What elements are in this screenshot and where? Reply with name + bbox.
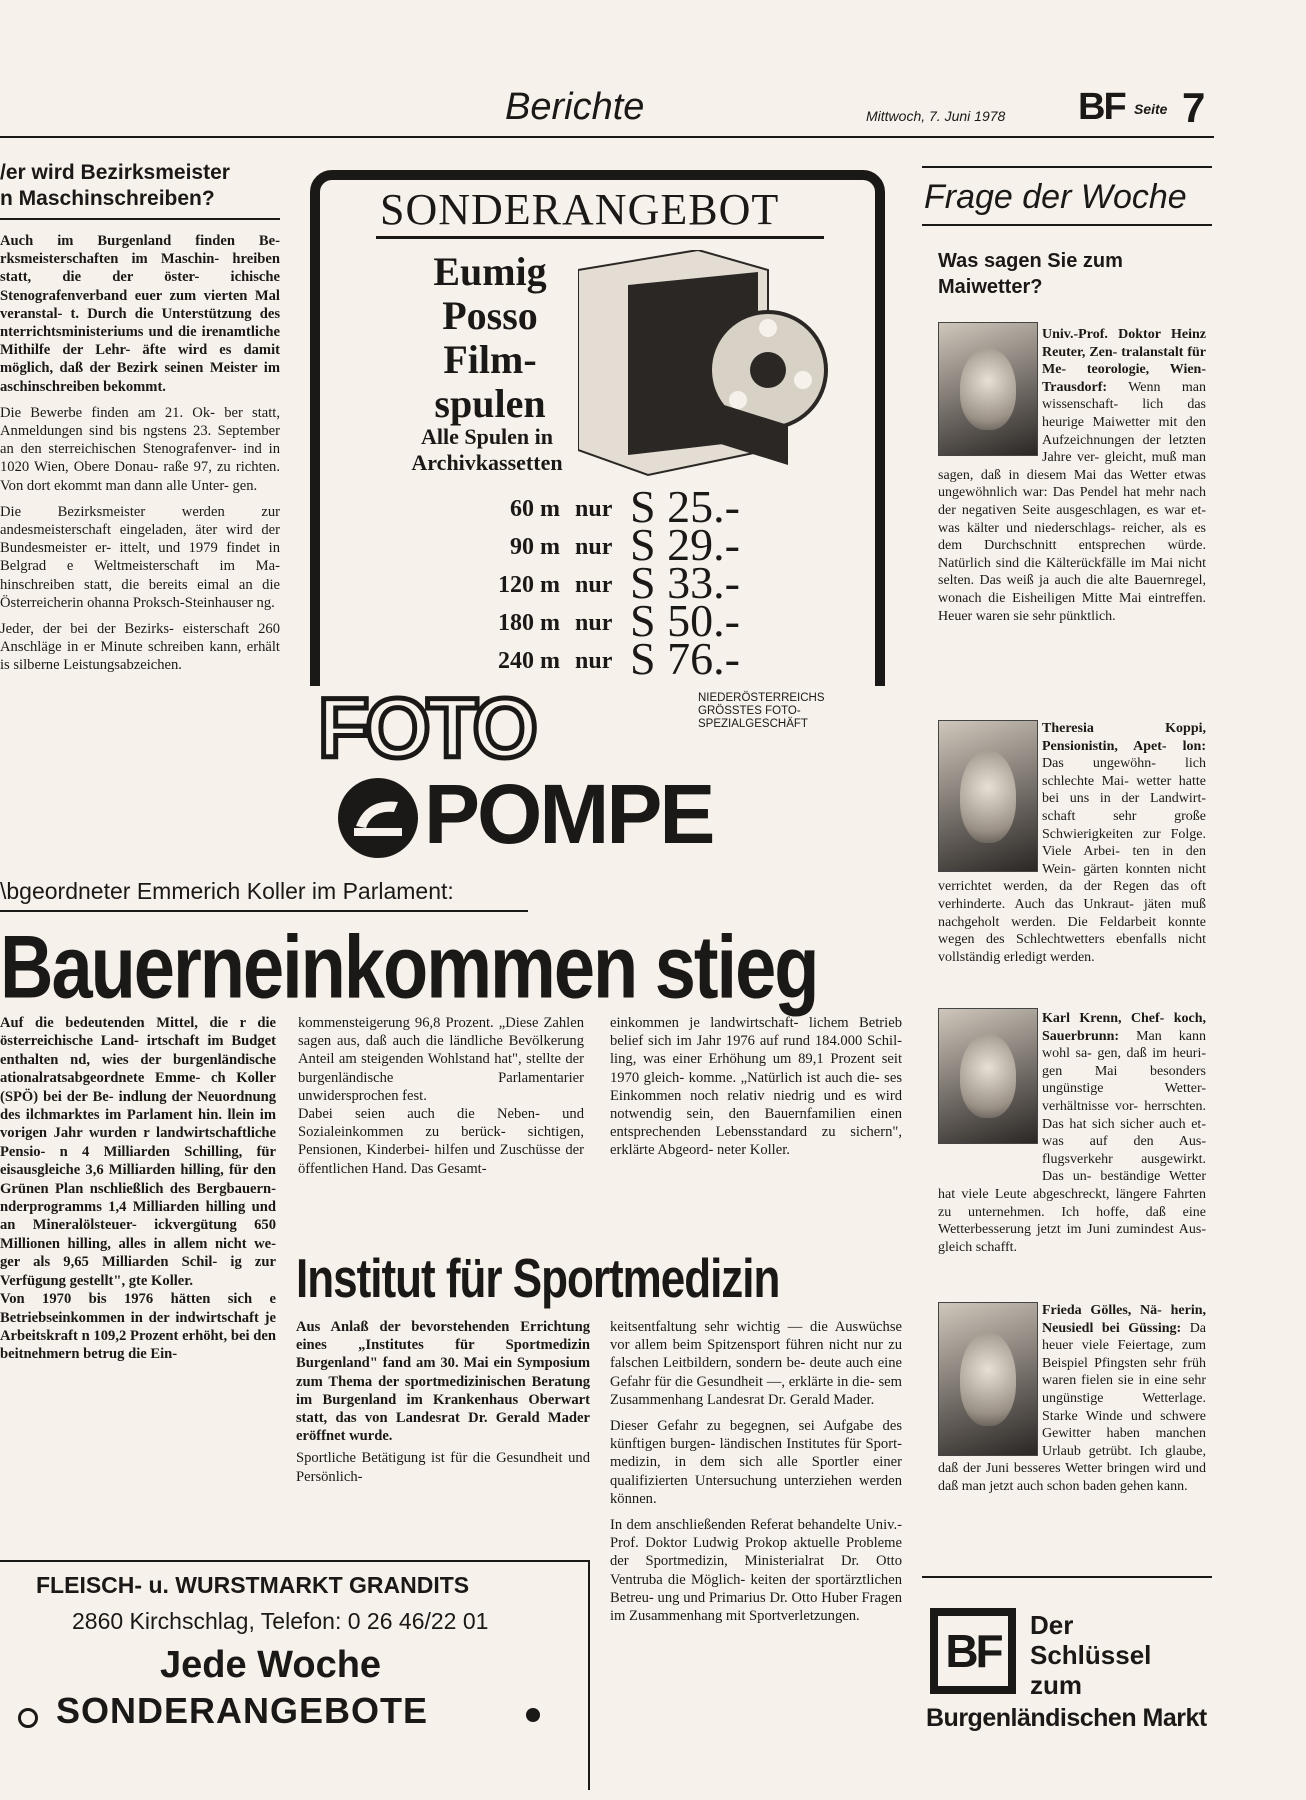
foto-ad-tagline-line: GRÖSSTES FOTO- bbox=[698, 705, 801, 717]
foto-logo-word: FOTO bbox=[318, 681, 534, 775]
page-label: Seite bbox=[1134, 101, 1168, 117]
fleisch-ad-line2: 2860 Kirchschlag, Telefon: 0 26 46/22 01 bbox=[72, 1608, 489, 1634]
fleisch-ad-line1: FLEISCH- u. WURSTMARKT GRANDITS bbox=[36, 1572, 470, 1598]
bauern-kicker: \bgeordneter Emmerich Koller im Parlament: bbox=[0, 878, 454, 904]
answer-text: Wenn man wissenschaft- lich das heurige Maiwetter mit den Aufzeichnungen der letzten Jahre ver- gleicht, muß man sagen, daß in diesem Mai das Wetter etwas ungewöhnlich war: Das Pendel hat mehr nach der negativen Seite ausgeschlagen, es war et- was kälter und niederschlags- reicher, als es dem Durchschnitt entsprechen würde. Natürlich sind die Kälterückfälle im Mai nicht selten. Das weiß ja auch die alte Bauernregel, wonach die Eisheiligen Mitte Mai eintreffen. Heuer waren sie sehr pünktlich. bbox=[938, 379, 1206, 624]
price-value: S 29.- bbox=[630, 519, 740, 570]
article-left-paragraph: Jeder, der bei der Bezirks- eisterschaft 260 Anschläge in er Minute schreiben kann, erhält is silberne Leistungsabzeichen. bbox=[0, 621, 280, 674]
foto-ad-product-line: Eumig bbox=[433, 249, 547, 294]
sport-paragraph: keitsentfaltung sehr wichtig — die Auswüchse vor allem beim Spitzensport führen nicht nur zu falschen Leitbildern, sondern be- deute auch eine Gefahr für die Gesundheit —, erklärte in die- sem Zusammenhang Landesrat Dr. Gerald Mader. bbox=[610, 1319, 902, 1408]
answer-name: Theresia Koppi, Pensionistin, Apet- lon: bbox=[1042, 721, 1206, 754]
price-value: S 25.- bbox=[630, 481, 740, 532]
frage-top-rule bbox=[922, 166, 1212, 168]
article-left-lead: Auch im Burgenland finden Be- rksmeisterschaften im Maschin- hreiben statt, die der öster- ichische Stenografenverband euer zum vierten Mal veranstal- t. Durch die Unterstützung des nterrichtsministeriums und die irenamtliche Mithilfe der Lehr- äfte wird es damit möglich, daß der Bezirk seinen Meister im aschinschreiben bekommt. bbox=[0, 233, 280, 395]
brand-logo: BF bbox=[1078, 86, 1125, 128]
film-cassette-icon bbox=[578, 250, 828, 480]
article-left-body bbox=[0, 232, 280, 683]
price-size: 90 m bbox=[510, 534, 560, 560]
bauern-col3 bbox=[610, 1014, 902, 1160]
answer-name: Karl Krenn, Chef- koch, Sauerbrunn: bbox=[1042, 1011, 1206, 1044]
bauern-headline: Bauerneinkommen stieg bbox=[0, 917, 818, 1017]
answer-name: Univ.-Prof. Doktor Heinz Reuter, Zen- tralanstalt für Me- teorologie, Wien- Trausdorf: bbox=[1042, 327, 1206, 395]
foto-ad-tagline-line: SPEZIALGESCHÄFT bbox=[698, 718, 808, 730]
foto-ad-product-line: spulen bbox=[434, 381, 546, 426]
article-left-paragraph: Die Bezirksmeister werden zur andesmeisterschaft eingeladen, äter wird der Bundesmeister er- ittelt, und 1979 findet in Belgrad e Weltmeisterschaft im Ma- hinschreiben statt, die bereits eimal an die Österreicherin ohanna Proksch-Steinhauser ng. bbox=[0, 503, 280, 611]
sport-headline: Institut für Sportmedizin bbox=[296, 1248, 780, 1310]
price-nur: nur bbox=[575, 572, 613, 598]
photo-spacer bbox=[938, 1010, 1042, 1180]
price-nur: nur bbox=[575, 648, 613, 674]
bauern-paragraph: Von 1970 bis 1976 hätten sich e Betriebseinkommen in der indwirtschaft je Arbeitskraft n 109,2 Prozent erhöht, bei den beitnehmern betrug die Ein- bbox=[0, 1291, 276, 1363]
frage-title-rule bbox=[922, 224, 1212, 226]
bf-ad-logo bbox=[930, 1608, 1016, 1694]
price-nur: nur bbox=[575, 610, 613, 636]
foto-ad-product-line: Posso bbox=[442, 293, 538, 338]
photo-spacer bbox=[938, 720, 1042, 870]
pompe-logo-word: POMPE bbox=[424, 767, 713, 861]
price-value: S 76.- bbox=[630, 633, 740, 684]
frage-answer bbox=[938, 720, 1206, 966]
foto-ad-subline bbox=[382, 424, 592, 476]
sport-col1 bbox=[296, 1318, 590, 1486]
article-left-title-line: n Maschinschreiben? bbox=[0, 187, 215, 210]
bauern-paragraph: Dabei seien auch die Neben- und Sozialeinkommen zu berück- sichtigen, Pensionen, Kinderbei- hilfen und Zuschüsse der öffentlichen Hand. Das Gesamt- bbox=[298, 1106, 584, 1177]
bauern-paragraph: einkommen je landwirtschaft- lichem Betrieb belief sich im Jahr 1976 auf rund 184.000 Schil- ling, was einer Erhöhung um 89,1 Prozent seit 1970 gleich- komme. „Natürlich ist auch die- ses Einkommen noch relativ niedrig und es wird notwendig sein, den Bauernfamilien einen entsprechenden Lebensstandard zu sichern", erklärte Abgeord- neter Koller. bbox=[610, 1015, 902, 1159]
sport-col2 bbox=[610, 1318, 902, 1625]
sport-paragraph: Sportliche Betätigung ist für die Gesundheit und Persönlich- bbox=[296, 1450, 590, 1485]
pompe-logo-icon bbox=[336, 776, 420, 860]
foto-ad-title: SONDERANGEBOT bbox=[380, 185, 780, 234]
fleisch-ad-line4: SONDERANGEBOTE bbox=[56, 1690, 429, 1731]
sport-paragraph: Dieser Gefahr zu begegnen, sei Aufgabe des künftigen burgen- ländischen Institutes für Sport- medizin, in dem sich alle Sportler einer qualifizierten Untersuchung unterziehen werden können. bbox=[610, 1418, 902, 1507]
price-nur: nur bbox=[575, 496, 613, 522]
price-value: S 33.- bbox=[630, 557, 740, 608]
answer-text: Da heuer viele Feiertage, zum Beispiel Pfingsten sehr früh waren fielen sie in eine sehr ungünstige Wetterlage. Starke Winde und schwere Gewitter haben manchen Urlaub getrübt. Ich glaube, daß der Juni besseres Wetter bringen wird und daß man jetzt auch schon baden gehen kann. bbox=[938, 1320, 1207, 1494]
bauern-paragraph: kommensteigerung 96,8 Prozent. „Diese Zahlen sagen aus, daß auch die ländliche Bevölkerung Anteil am steigenden Wohlstand hat", stellte der burgenländische Parlamentarier unwidersprochen fest. bbox=[298, 1015, 584, 1104]
bf-ad-line: zum bbox=[1030, 1670, 1082, 1700]
article-left-rule bbox=[0, 218, 280, 220]
page-number: 7 bbox=[1182, 84, 1206, 131]
bf-ad-bottom: Burgenländischen Markt bbox=[926, 1704, 1207, 1732]
answer-text: Das ungewöhn- lich schlechte Mai- wetter hatte bei uns in der Landwirt- schaft sehr große Schwierigkeiten zur Folge. Viele Arbei- ten in den Wein- gärten konnten nicht verrichtet werden, da der Regen das oft verhinderte. Auch das Unkraut- jäten muß nachgeholt werden. Die Feldarbeit konnte wegen des Schlechtwetters ebenfalls nicht vollständig erledigt werden. bbox=[938, 756, 1206, 965]
sport-lead: Aus Anlaß der bevorstehenden Errichtung eines „Institutes für Sportmedizin Burgenland" fand am 30. Mai ein Symposium zum Thema der sportmedizinischen Beratung im Burgenland im Krankenhaus Oberwart statt, das von Landesrat Dr. Gerald Mader eröffnet wurde. bbox=[296, 1319, 590, 1445]
answer-name: Frieda Gölles, Nä- herin, Neusiedl bei Güssing: bbox=[1042, 1303, 1206, 1336]
fleisch-ad-line3: Jede Woche bbox=[160, 1644, 382, 1686]
frage-title: Frage der Woche bbox=[924, 178, 1187, 216]
foto-ad-subline-text: Archivkassetten bbox=[411, 450, 563, 475]
price-size: 120 m bbox=[498, 572, 560, 598]
answer-text: Man kann wohl sa- gen, daß im heuri- gen Mai besonders ungünstige Wetter- verhältnisse vor- herrschten. Das hat sich sicher auch et- was auf den Aus- flugsverkehr ausgewirkt. Das un- beständige Wetter hat viele Leute abgeschreckt, längere Fahrten zu unternehmen. Ich hoffe, daß eine Wetterbesserung jetzt im Juni zumindest Aus- gleich schafft. bbox=[938, 1028, 1206, 1255]
foto-ad-title-rule bbox=[376, 236, 824, 239]
bf-ad-line: Schlüssel bbox=[1030, 1640, 1152, 1670]
bullet-icon bbox=[18, 1708, 38, 1728]
frage-answer bbox=[938, 1010, 1206, 1256]
bauern-col2 bbox=[298, 1014, 584, 1178]
foto-ad-product bbox=[410, 250, 570, 426]
section-title: Berichte bbox=[505, 86, 645, 128]
article-left-title-line: /er wird Bezirksmeister bbox=[0, 161, 230, 184]
price-size: 240 m bbox=[498, 648, 560, 674]
bf-ad-text bbox=[1030, 1610, 1151, 1700]
bf-ad-logo-text: BF bbox=[945, 1625, 1001, 1677]
article-left-title bbox=[0, 160, 290, 212]
bauern-kicker-rule bbox=[0, 910, 528, 912]
photo-spacer bbox=[938, 1302, 1042, 1458]
sport-paragraph: In dem anschließenden Referat behandelte Univ.-Prof. Doktor Ludwig Prokop aktuelle Probleme der Sportmedizin, Ministerialrat Dr. Otto Ventruba die Möglich- keiten der sportärztlichen Betreu- ung und Primarius Dr. Otto Huber Fragen im Zusammenhang mit Sportverletzungen. bbox=[610, 1517, 902, 1625]
photo-spacer bbox=[938, 326, 1042, 460]
bf-ad-line: Der bbox=[1030, 1610, 1074, 1640]
price-size: 60 m bbox=[510, 496, 560, 522]
frage-bottom-rule bbox=[922, 1576, 1212, 1578]
foto-ad-product-line: Film- bbox=[443, 337, 537, 382]
frage-answer bbox=[938, 326, 1206, 625]
price-nur: nur bbox=[575, 534, 613, 560]
foto-ad-tagline bbox=[698, 692, 825, 731]
bauern-paragraph: Auf die bedeutenden Mittel, die r die österreichische Land- irtschaft im Budget enthalten nd, wies der burgenländische ationalratsabgeordnete Emme- ch Koller (SPÖ) bei der Be- indlung der Neuordnung des ilchmarktes im Parlament hin. llein im vorigen Jahr wurden r landwirtschaftliche Pensio- n 4 Milliarden Schilling, für eisausgleiche 3,6 Milliarden hilling, für den Grünen Plan nschließlich des Bergbauern- nderprogramms 1,4 Milliarden hilling und an Mineralölsteuer- ickvergütung 650 Millionen hilling, alles in allem nicht we- ger als 9,65 Milliarden Schil- ig zur Verfügung gestellt", gte Koller. bbox=[0, 1015, 276, 1289]
foto-ad-subline-text: Alle Spulen in bbox=[420, 424, 554, 449]
price-value: S 50.- bbox=[630, 595, 740, 646]
frage-question: Was sagen Sie zum Maiwetter? bbox=[938, 250, 1123, 298]
frage-answer bbox=[938, 1302, 1206, 1496]
foto-ad-tagline-line: NIEDERÖSTERREICHS bbox=[698, 692, 825, 704]
bauern-col1 bbox=[0, 1014, 276, 1364]
bullet-icon bbox=[526, 1708, 540, 1722]
issue-date: Mittwoch, 7. Juni 1978 bbox=[866, 108, 1006, 124]
header-rule bbox=[0, 136, 1214, 138]
article-left-paragraph: Die Bewerbe finden am 21. Ok- ber statt, Anmeldungen sind bis ngstens 23. September an den sterreichischen Stenografenver- ind in 1020 Wien, Obere Donau- raße 97, zu richten. Von dort ekommt man dann alle Unter- gen. bbox=[0, 404, 280, 494]
price-size: 180 m bbox=[498, 610, 560, 636]
